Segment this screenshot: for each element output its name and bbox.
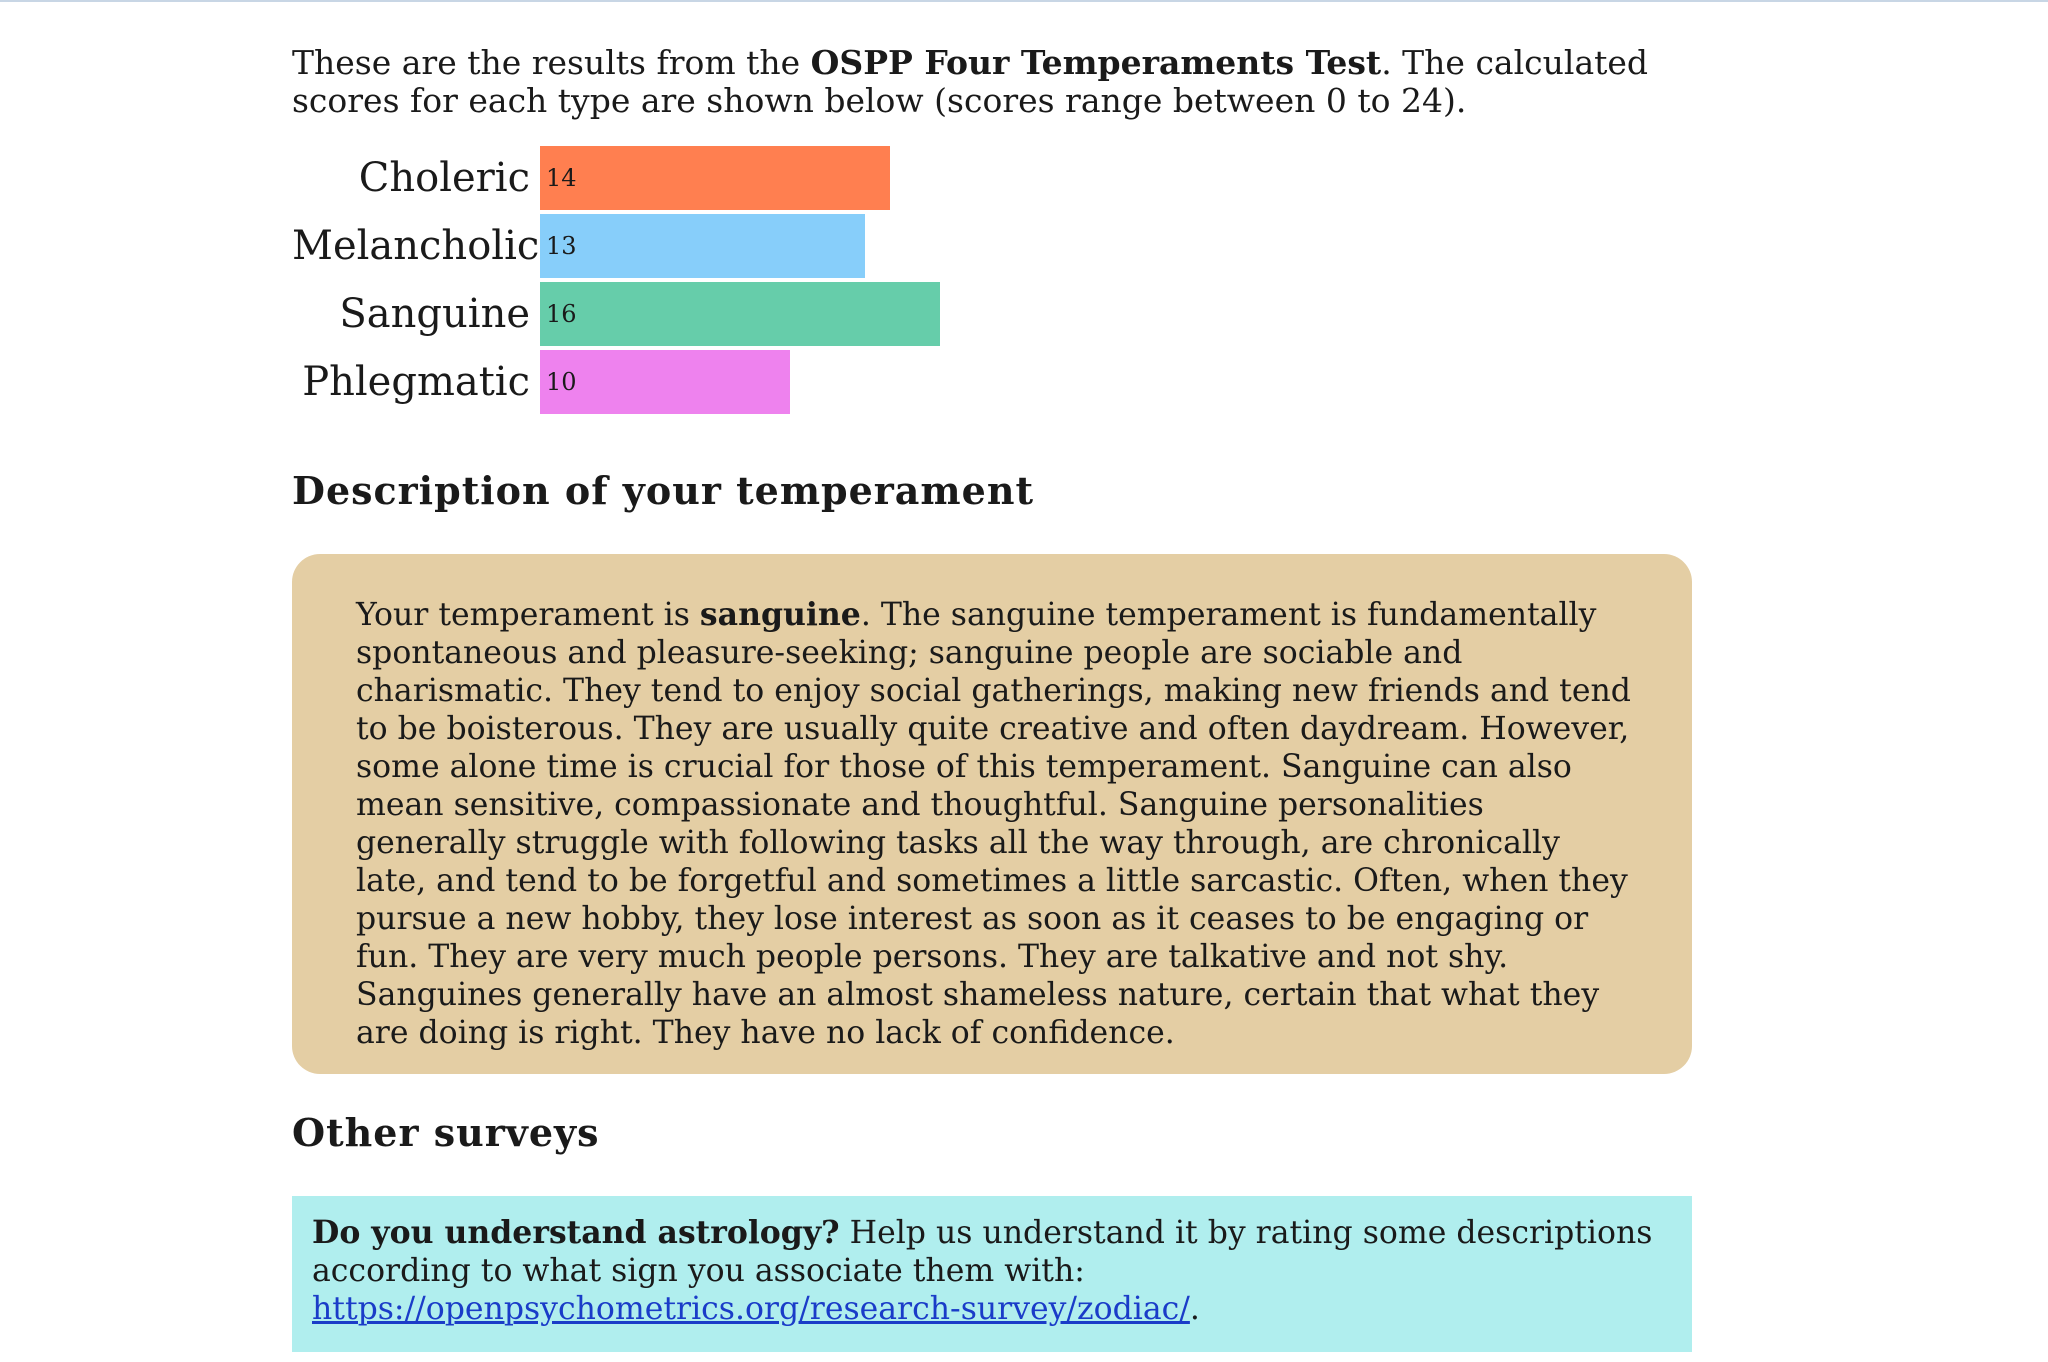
chart-bar-choleric (540, 146, 890, 210)
intro-paragraph (292, 44, 1692, 120)
astrology-survey-text (312, 1214, 1672, 1328)
chart-row-phlegmatic (292, 350, 1692, 414)
top-border (0, 0, 2048, 2)
chart-value-melancholic: 13 (546, 232, 577, 260)
chart-value-sanguine: 16 (546, 300, 577, 328)
chart-label-phlegmatic: Phlegmatic (302, 359, 530, 405)
astrology-survey-box (292, 1196, 1692, 1352)
chart-value-choleric: 14 (546, 164, 577, 192)
intro-prefix: These are the results from the (292, 43, 811, 82)
description-heading: Description of your temperament (292, 468, 1034, 513)
survey-end-punct: . (1189, 1291, 1200, 1327)
description-lead: Your temperament is (356, 597, 700, 633)
chart-row-sanguine (292, 282, 1692, 346)
chart-label-sanguine: Sanguine (339, 291, 530, 337)
description-body: . The sanguine temperament is fundamentally spontaneous and pleasure-seeking; sanguine people are sociable and charismatic. They tend to enjoy social gatherings, making new friends and tend to be boisterous. They are usually quite creative and often daydream. However, some alone time is crucial for those of this temperament. Sanguine can also mean sensitive, compassionate and thoughtful. Sanguine personalities generally struggle with following tasks all the way through, are chronically late, and tend to be forgetful and sometimes a little sarcastic. Often, when they pursue a new hobby, they lose interest as soon as it ceases to be engaging or fun. They are very much people persons. They are talkative and not shy. Sanguines generally have an almost shameless nature, certain that what they are doing is right. They have no lack of confidence. (356, 597, 1631, 1051)
intro-suffix: . The calculated scores for each type are shown below (scores range between 0 to 24). (292, 43, 1649, 120)
chart-row-melancholic (292, 214, 1692, 278)
chart-label-melancholic: Melancholic (292, 223, 540, 269)
other-surveys-heading: Other surveys (292, 1110, 600, 1155)
temperament-description-box (292, 554, 1692, 1074)
chart-bar-melancholic (540, 214, 865, 278)
temperament-description (356, 596, 1634, 1052)
chart-bar-phlegmatic (540, 350, 790, 414)
chart-row-choleric (292, 146, 1692, 210)
zodiac-survey-link[interactable]: https://openpsychometrics.org/research-survey/zodiac/ (312, 1291, 1190, 1327)
chart-value-phlegmatic: 10 (546, 368, 577, 396)
chart-bar-sanguine (540, 282, 940, 346)
temperament-name: sanguine (699, 596, 861, 633)
survey-description: Help us understand it by rating some descriptions according to what sign you associate them with: (312, 1215, 1653, 1289)
results-content (292, 43, 1692, 1327)
chart-label-choleric: Choleric (358, 155, 530, 201)
temperament-score-chart (292, 146, 1692, 422)
test-name: OSPP Four Temperaments Test (810, 43, 1382, 82)
survey-question: Do you understand astrology? (312, 1214, 840, 1251)
